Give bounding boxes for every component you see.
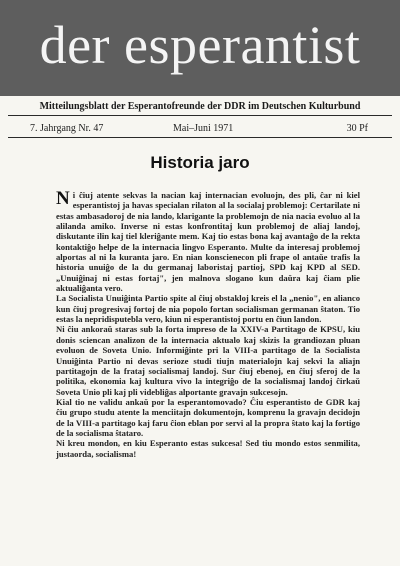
masthead-subtitle: Mitteilungsblatt der Esperantofreunde der DDR im Deutschen Kulturbund xyxy=(39,101,361,112)
issue-price: 30 Pf xyxy=(346,123,368,134)
drop-cap: N xyxy=(56,188,70,209)
paragraph: La Socialista Unuiĝinta Partio spite al ĉiuj obstakloj kreis el la „nenio", en alianco kun ĉiuj progresivaj fortoj de nia popolo fortan socialisman germanan ŝtaton. Tio estas la nepridisputebla vero, kiun ni esperantistoj portu en ĉiun landon. xyxy=(56,293,360,325)
masthead-banner xyxy=(0,0,400,96)
paragraph xyxy=(56,190,360,293)
article-body xyxy=(56,190,360,459)
masthead-title: der esperantist xyxy=(39,15,361,75)
issue-volume: 7. Jahrgang Nr. 47 xyxy=(30,123,104,134)
paragraph-text: i ĉiuj atente sekvas la nacian kaj internacian evoluojn, des pli, ĉar ni kiel esperantistoj ja havas specialan rilaton al la socialaj problemoj: Certarilate ni estas ambasadoroj de nia lando, klarigante la problemojn de nia nacia evoluo al la alilanda amiko. Inverse ni estas konfrontitaj kun problemoj de aliaj landoj, diskutante ilin kaj tiel kleriĝante mem. Kaj tio estas bona kaj avantaĝo de la rekta kontaktiĝo helpe de la internacia lingvo Esperanto. Multe da interesaj problemoj alportas al ni la kuranta jaro. En nian konscienecon pli frape ol antaŭe trafis la historia unuiĝo de la du germanaj laboristaj partioj, SPD kaj KPD al SED. „Unuiĝinaj ni estas fortaj", jen malnova slogano kun daŭra kaj ĉiam plie aktualiĝanta vero. xyxy=(56,190,360,294)
issue-date: Mai–Juni 1971 xyxy=(173,123,234,134)
article-title: Historia jaro xyxy=(150,153,250,172)
bottom-divider xyxy=(8,137,392,138)
paragraph: Ni kreu mondon, en kiu Esperanto estas sukcesa! Sed tiu mondo estos senmilita, justaorda, socialisma! xyxy=(56,438,360,459)
paragraph: Ni ĉiu ankoraŭ staras sub la forta impreso de la XXIV-a Partitago de KPSU, kiu donis sciencan analizon de la internacia aktualo kaj skizis la grandiozan pluan evoluon de Soveta Unio. Informiĝinte pri la VIII-a partitago de la Socialista Unuiĝinta Partio ni devas serioze studi tiujn materialojn kaj sekvi la aliajn partitagojn de la frataj socialismaj landoj. Sur ĉiuj ebenoj, en ĉiuj sferoj de la politika, ekonomia kaj kultura vivo la integriĝo de la socialismaj landoj ĉirkaŭ Soveta Unio pli kaj pli videbliĝas alportante gravajn sukcesojn. xyxy=(56,324,360,397)
issue-info xyxy=(30,122,370,135)
top-divider xyxy=(8,115,392,116)
paragraph: Kial tio ne validu ankaŭ por la esperantomovado? Ĉiu esperantisto de GDR kaj ĉiu grupo studu atente la menciitajn dokumentojn, komprenu la gravajn decidojn de la VIII-a partitago kaj faru ĉion eblan por servi al la propra ŝtato kaj la fortigo de la socialisma ŝtataro. xyxy=(56,396,360,438)
